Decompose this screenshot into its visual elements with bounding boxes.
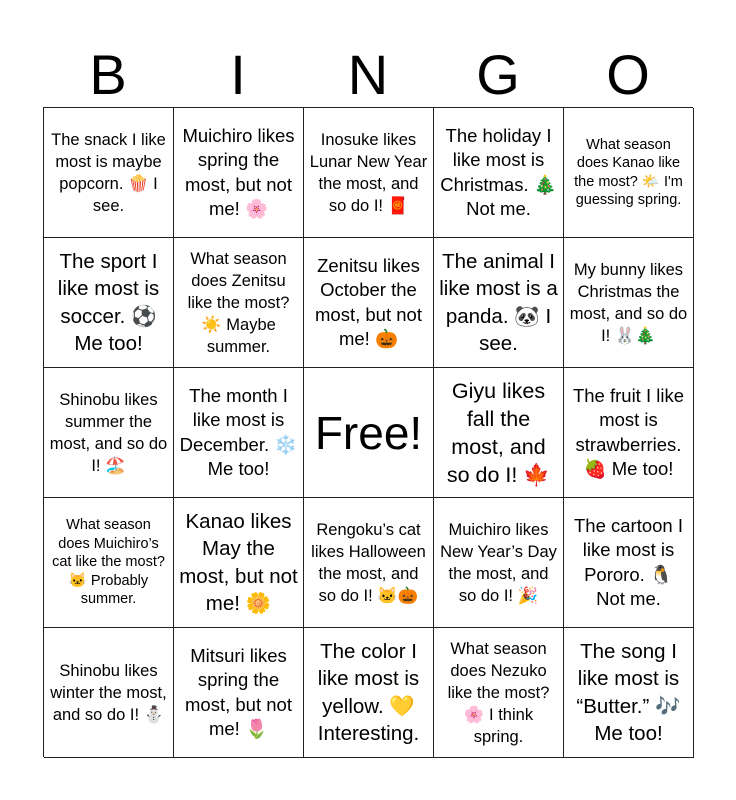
header-letter-n: N	[347, 43, 389, 106]
bingo-cell[interactable]	[564, 108, 694, 238]
cell-text: What season does Zenitsu like the most? ☀️ Maybe summer.	[187, 249, 290, 356]
header-letter-i: I	[230, 43, 246, 106]
bingo-cell[interactable]	[174, 108, 304, 238]
bingo-grid	[43, 107, 693, 757]
cell-text: The fruit I like most is strawberries. 🍓 Me too!	[572, 384, 685, 479]
cell-text: The month I like most is December. ❄️ Me too!	[179, 384, 298, 479]
bingo-cell[interactable]	[564, 368, 694, 498]
bingo-cell[interactable]	[44, 368, 174, 498]
cell-text: Inosuke likes Lunar New Year the most, and so do I! 🧧	[309, 130, 428, 215]
cell-text: What season does Kanao like the most? 🌤️ I'm guessing spring.	[574, 136, 683, 208]
bingo-cell[interactable]	[44, 108, 174, 238]
cell-text: The snack I like most is maybe popcorn. 🍿 I see.	[51, 130, 166, 215]
cell-text: Rengoku’s cat likes Halloween the most, and so do I! 🐱🎃	[311, 520, 426, 605]
cell-text: The animal I like most is a panda. 🐼 I see.	[439, 249, 558, 355]
cell-text: Kanao likes May the most, but not me! 🌼	[179, 509, 298, 615]
cell-text: Zenitsu likes October the most, but not me! 🎃	[315, 254, 422, 349]
bingo-cell[interactable]	[174, 368, 304, 498]
bingo-cell[interactable]	[174, 628, 304, 758]
bingo-cell[interactable]	[434, 108, 564, 238]
bingo-cell[interactable]	[304, 628, 434, 758]
cell-text: Mitsuri likes spring the most, but not me! 🌷	[185, 644, 292, 739]
bingo-cell[interactable]	[304, 108, 434, 238]
cell-text: Muichiro likes New Year’s Day the most, and so do I! 🎉	[440, 520, 557, 605]
bingo-cell[interactable]	[434, 628, 564, 758]
bingo-cell[interactable]	[304, 238, 434, 368]
cell-text: The holiday I like most is Christmas. 🎄 Not me.	[440, 124, 557, 219]
bingo-cell[interactable]	[564, 628, 694, 758]
cell-text: What season does Nezuko like the most? 🌸 I think spring.	[447, 639, 550, 746]
header-letter-g: G	[476, 43, 520, 106]
free-text: Free!	[314, 406, 423, 459]
cell-text: What season does Muichiro’s cat like the most? 🐱 Probably summer.	[52, 517, 165, 608]
cell-text: The sport I like most is soccer. ⚽ Me too!	[57, 249, 160, 355]
cell-text: My bunny likes Christmas the most, and so do I! 🐰🎄	[569, 260, 688, 345]
cell-text: The song I like most is “Butter.” 🎶 Me too!	[576, 639, 681, 745]
cell-text: Shinobu likes summer the most, and so do I! 🏖️	[49, 390, 168, 475]
cell-text: The color I like most is yellow. 💛 Interesting.	[317, 639, 420, 745]
bingo-cell[interactable]	[434, 498, 564, 628]
bingo-cell[interactable]	[174, 238, 304, 368]
bingo-cell[interactable]	[434, 368, 564, 498]
bingo-header	[43, 40, 693, 110]
bingo-cell[interactable]	[44, 628, 174, 758]
cell-text: Shinobu likes winter the most, and so do I! ⛄	[50, 661, 167, 724]
bingo-cell[interactable]	[564, 498, 694, 628]
cell-text: Muichiro likes spring the most, but not me! 🌸	[182, 124, 295, 219]
cell-text: The cartoon I like most is Pororo. 🐧 Not me.	[573, 514, 683, 609]
bingo-cell[interactable]	[174, 498, 304, 628]
header-letter-o: O	[606, 43, 650, 106]
bingo-cell[interactable]	[434, 238, 564, 368]
free-cell[interactable]	[304, 368, 434, 498]
bingo-cell[interactable]	[564, 238, 694, 368]
cell-text: Giyu likes fall the most, and so do I! 🍁	[446, 378, 551, 487]
bingo-cell[interactable]	[44, 498, 174, 628]
bingo-cell[interactable]	[44, 238, 174, 368]
bingo-cell[interactable]	[304, 498, 434, 628]
header-letter-b: B	[89, 43, 127, 106]
